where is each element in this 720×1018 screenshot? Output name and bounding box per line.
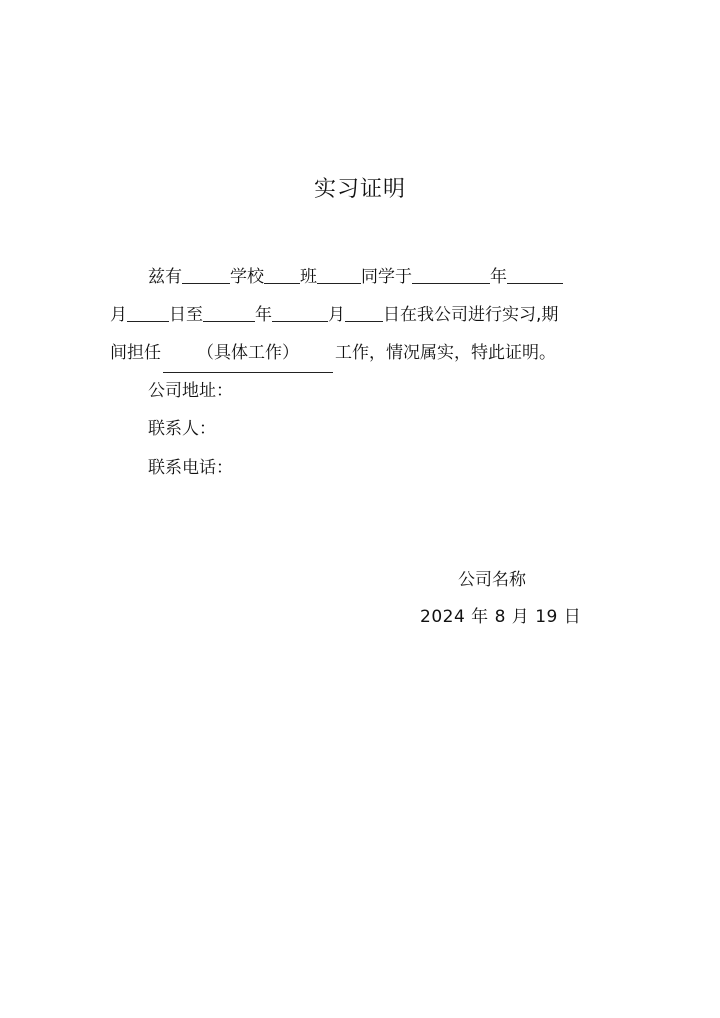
company-address-label: 公司地址： (148, 381, 233, 401)
blank-name (182, 263, 230, 284)
blank-end-year (203, 301, 255, 322)
paragraph-line-2 (110, 296, 615, 334)
issue-date: 2024 年 8 月 19 日 (420, 607, 582, 627)
text-position: 间担任 (110, 343, 161, 363)
text-school: 学校 (230, 267, 264, 287)
text-certify: 工作，情况属实，特此证明。 (335, 343, 556, 363)
blank-start-day (127, 301, 169, 322)
blank-end-day (345, 301, 383, 322)
blank-job-description: （具体工作） (163, 334, 333, 373)
text-zi-you: 兹有 (148, 267, 182, 287)
blank-end-month (272, 301, 328, 322)
text-class: 班 (300, 267, 317, 287)
blank-class (317, 263, 361, 284)
text-year: 年 (490, 267, 507, 287)
company-name: 公司名称 (458, 570, 526, 590)
contact-phone-label: 联系电话： (148, 458, 233, 478)
text-year-2: 年 (255, 305, 272, 325)
blank-school (264, 263, 300, 284)
text-internship: 日在我公司进行实习,期 (383, 305, 559, 325)
text-student-at: 同学于 (361, 267, 412, 287)
text-month: 月 (110, 305, 127, 325)
paragraph-line-1 (110, 258, 615, 296)
blank-start-year (412, 263, 490, 284)
text-month-2: 月 (328, 305, 345, 325)
text-day-to: 日至 (169, 305, 203, 325)
contact-person-label: 联系人： (148, 419, 216, 439)
blank-start-month (507, 263, 563, 284)
paragraph-line-3 (110, 334, 615, 372)
document-title: 实习证明 (313, 177, 406, 202)
certificate-paragraph (110, 258, 615, 372)
